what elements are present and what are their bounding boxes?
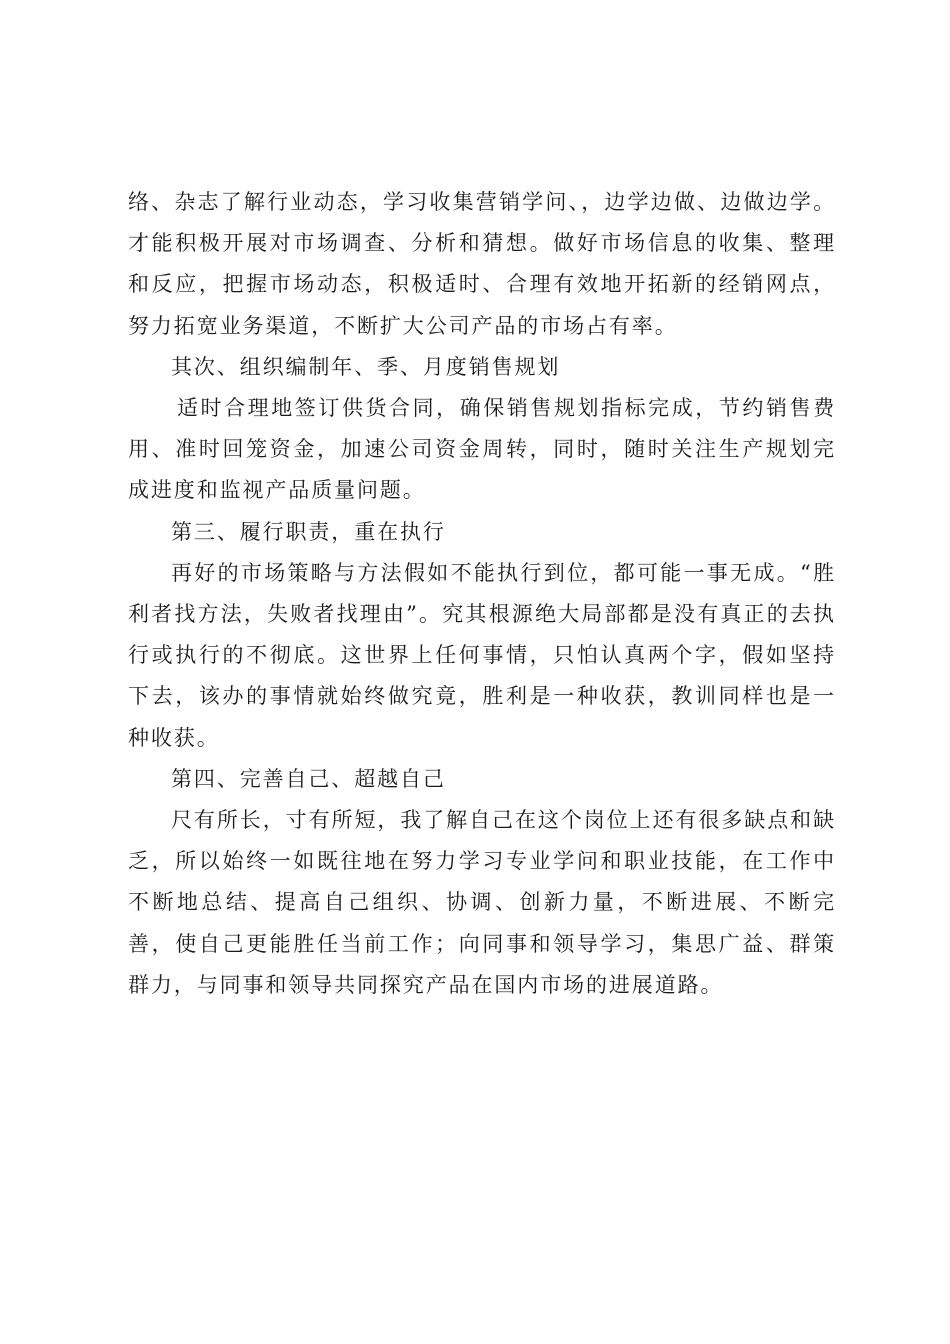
heading-self-improvement: 第四、完善自己、超越自己 <box>171 766 446 791</box>
document-body <box>128 182 836 1006</box>
heading-execution: 第三、履行职责，重在执行 <box>171 519 446 544</box>
heading-sales-planning: 其次、组织编制年、季、月度销售规划 <box>171 354 561 379</box>
paragraph-execution: 再好的市场策略与方法假如不能执行到位，都可能一事无成。“胜利者找方法，失败者找理由”。究其根源绝大局部都是没有真正的去执行或执行的不彻底。这世界上任何事情，只怕认真两个字，假如坚持下去，该办的事情就始终做究竟，胜利是一种收获，教训同样也是一种收获。 <box>128 560 836 750</box>
paragraph-self-improvement: 尺有所长，寸有所短，我了解自己在这个岗位上还有很多缺点和缺乏，所以始终一如既往地在努力学习专业学问和职业技能，在工作中不断地总结、提高自己组织、协调、创新力量，不断进展、不断完善，使自己更能胜任当前工作；向同事和领导学习，集思广益、群策群力，与同事和领导共同探究产品在国内市场的进展道路。 <box>128 808 836 997</box>
paragraph-market-research: 络、杂志了解行业动态，学习收集营销学问、，边学边做、边做边学。才能积极开展对市场调查、分析和猜想。做好市场信息的收集、整理和反应，把握市场动态，积极适时、合理有效地开拓新的经销网点，努力拓宽业务渠道，不断扩大公司产品的市场占有率。 <box>128 190 836 338</box>
paragraph-sales-planning: 适时合理地签订供货合同，确保销售规划指标完成，节约销售费用、准时回笼资金，加速公司资金周转，同时，随时关注生产规划完成进度和监视产品质量问题。 <box>128 396 836 503</box>
